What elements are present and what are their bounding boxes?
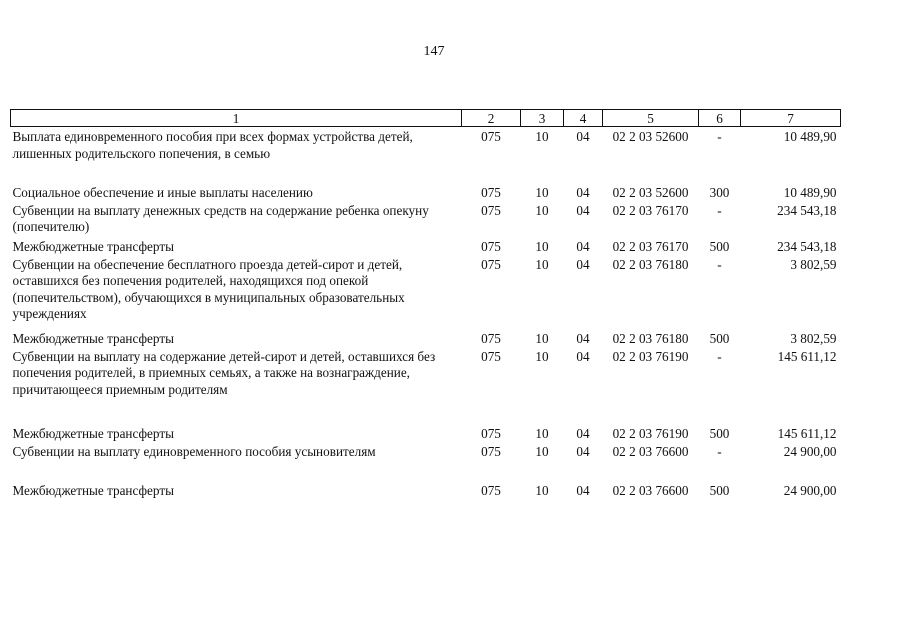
row-name: Межбюджетные трансферты [12, 238, 174, 254]
row-col-2: 075 [481, 425, 501, 441]
row-col-2: 075 [481, 129, 501, 144]
row-col-4: 04 [576, 330, 590, 346]
row-col-7: 145 611,12 [777, 348, 837, 364]
row-col-5: 02 2 03 76180 [612, 330, 689, 346]
row-col-5: 02 2 03 76170 [612, 238, 689, 254]
row-name: Субвенции на выплату единовременного пособия усыновителям [12, 443, 376, 459]
row-col-4: 04 [576, 256, 590, 272]
row-col-6: - [717, 202, 722, 218]
table-row [11, 444, 841, 483]
row-col-4: 04 [576, 184, 590, 200]
row-col-6: 500 [709, 238, 730, 254]
row-col-7: 234 543,18 [777, 202, 837, 218]
row-col-5: 02 2 03 52600 [612, 184, 689, 200]
row-col-5: 02 2 03 76190 [612, 425, 689, 441]
row-name: Субвенции на обеспечение бесплатного проезда детей-сирот и детей, оставшихся без попечения родителей, находящихся под опекой (попечительством), обучающихся в муниципальных образовательных учреждениях [12, 256, 405, 321]
row-col-7: 24 900,00 [783, 482, 837, 498]
table-header-row [11, 110, 841, 127]
row-col-2: 075 [481, 330, 501, 346]
row-col-7: 3 802,59 [790, 256, 837, 272]
row-col-4: 04 [576, 238, 590, 254]
column-header-5: 5 [603, 110, 699, 127]
row-col-3: 10 [535, 184, 549, 200]
row-name: Межбюджетные трансферты [12, 425, 174, 441]
column-header-4: 4 [564, 110, 603, 127]
row-col-6: - [717, 348, 722, 364]
row-col-3: 10 [535, 348, 549, 364]
row-col-5: 02 2 03 76600 [612, 482, 689, 498]
table-row [11, 185, 841, 203]
row-col-3: 10 [535, 256, 549, 272]
row-col-3: 10 [535, 330, 549, 346]
row-col-2: 075 [481, 238, 501, 254]
row-col-5: 02 2 03 76190 [612, 348, 689, 364]
row-col-2: 075 [481, 348, 501, 364]
table-row [11, 331, 841, 349]
row-col-2: 075 [481, 184, 501, 200]
column-header-6: 6 [699, 110, 741, 127]
row-col-7: 24 900,00 [783, 443, 837, 459]
row-name: Социальное обеспечение и иные выплаты населению [12, 184, 313, 200]
row-col-6: - [717, 256, 722, 272]
column-header-1: 1 [11, 110, 462, 127]
row-col-6: 500 [709, 425, 730, 441]
column-header-2: 2 [462, 110, 521, 127]
row-col-5: 02 2 03 76600 [612, 443, 689, 459]
row-name: Межбюджетные трансферты [12, 330, 174, 346]
row-name: Субвенции на выплату на содержание детей-сирот и детей, оставшихся без попечения родителей, в приемных семьях, а также на вознаграждение, причитающееся приемным родителям [12, 348, 436, 397]
row-col-4: 04 [576, 202, 590, 218]
table-row [11, 203, 841, 239]
row-col-6: - [717, 443, 722, 459]
row-col-7: 3 802,59 [790, 330, 837, 346]
row-name: Субвенции на выплату денежных средств на содержание ребенка опекуну (попечителю) [12, 202, 429, 234]
row-col-3: 10 [535, 425, 549, 441]
table-row [11, 426, 841, 444]
row-col-6: 500 [709, 330, 730, 346]
row-name: Выплата единовременного пособия при всех формах устройства детей, лишенных родительского попечения, в семью [12, 129, 413, 161]
table-row [11, 257, 841, 331]
row-col-6: 300 [709, 184, 730, 200]
row-col-7: 10 489,90 [783, 184, 837, 200]
row-col-7: 145 611,12 [777, 425, 837, 441]
row-col-7: 234 543,18 [777, 238, 837, 254]
row-col-3: 10 [535, 482, 549, 498]
row-col-2: 075 [481, 256, 501, 272]
row-col-2: 075 [481, 202, 501, 218]
row-col-3: 10 [535, 238, 549, 254]
row-col-7: 10 489,90 [783, 129, 837, 144]
row-col-3: 10 [535, 202, 549, 218]
row-col-4: 04 [576, 129, 590, 144]
row-col-3: 10 [535, 129, 549, 144]
row-col-4: 04 [576, 348, 590, 364]
row-name: Межбюджетные трансферты [12, 482, 174, 498]
table-row [11, 239, 841, 257]
column-header-7: 7 [741, 110, 841, 127]
row-col-6: - [717, 129, 722, 144]
row-col-3: 10 [535, 443, 549, 459]
row-col-5: 02 2 03 52600 [612, 129, 689, 144]
column-header-3: 3 [521, 110, 564, 127]
table-row [11, 349, 841, 426]
row-col-2: 075 [481, 443, 501, 459]
table-row [11, 127, 841, 185]
row-col-2: 075 [481, 482, 501, 498]
row-col-6: 500 [709, 482, 730, 498]
budget-table [10, 109, 841, 501]
row-col-5: 02 2 03 76180 [612, 256, 689, 272]
row-col-4: 04 [576, 482, 590, 498]
row-col-4: 04 [576, 425, 590, 441]
table-row [11, 483, 841, 501]
row-col-5: 02 2 03 76170 [612, 202, 689, 218]
row-col-4: 04 [576, 443, 590, 459]
page-number: 147 [423, 44, 445, 59]
